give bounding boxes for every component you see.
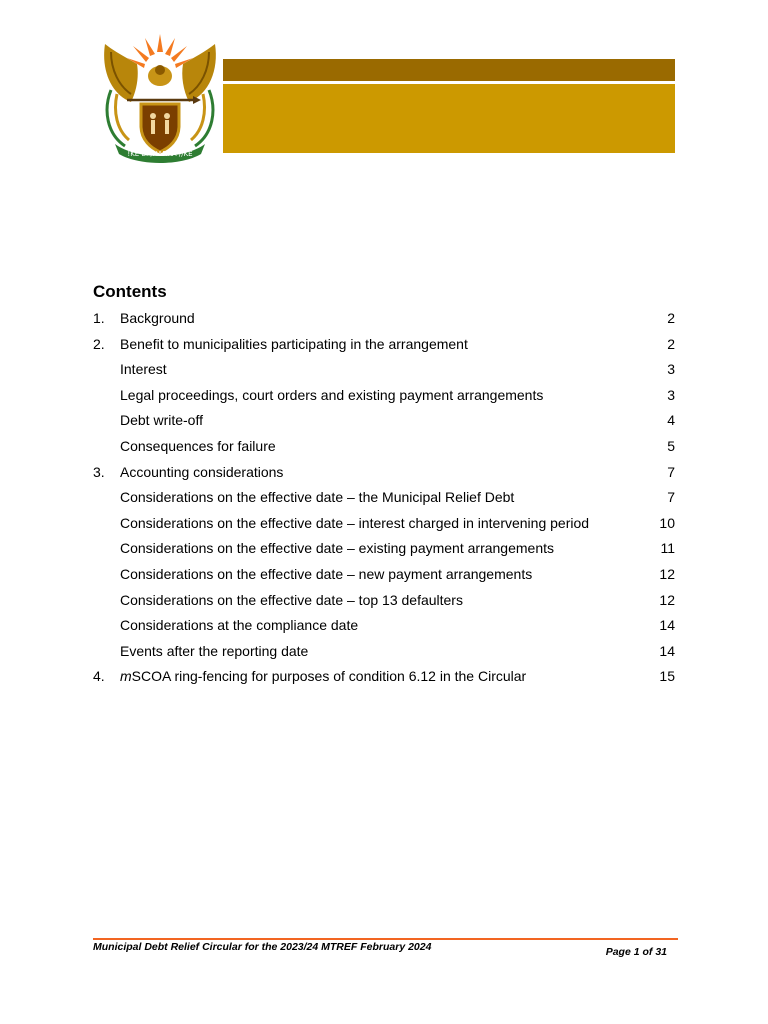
toc-entry-page: 7 xyxy=(667,489,675,506)
toc-entry-page: 7 xyxy=(667,463,675,480)
toc-entry[interactable] xyxy=(93,511,675,537)
toc-entry-number: 4. xyxy=(93,668,105,685)
toc-entry-page: 14 xyxy=(659,642,675,659)
toc-entry-title-text: SCOA ring-fencing for purposes of condition 6.12 in the Circular xyxy=(131,668,527,685)
toc-entry[interactable] xyxy=(93,434,675,460)
toc-entry-page: 11 xyxy=(660,540,675,557)
toc-entry-title: Benefit to municipalities participating in the arrangement xyxy=(120,335,468,352)
header-band-divider xyxy=(223,81,675,83)
toc-entry-title: Considerations on the effective date – interest charged in intervening period xyxy=(120,514,590,531)
toc-entry-page: 3 xyxy=(667,386,675,403)
coat-of-arms-icon xyxy=(97,30,223,164)
table-of-contents xyxy=(93,306,675,690)
toc-entry-title: Debt write-off xyxy=(120,412,203,429)
toc-entry[interactable] xyxy=(93,460,675,486)
toc-entry-number: 2. xyxy=(93,335,105,352)
toc-entry-page: 2 xyxy=(667,335,675,352)
toc-entry-title: Consequences for failure xyxy=(120,437,276,454)
toc-entry-page: 10 xyxy=(659,514,675,531)
toc-entry[interactable] xyxy=(93,664,675,690)
contents-heading: Contents xyxy=(93,282,167,301)
header-band-main xyxy=(223,84,675,153)
toc-entry-title: Interest xyxy=(120,361,167,378)
footer-rule xyxy=(93,938,678,940)
toc-entry-page: 3 xyxy=(667,361,675,378)
toc-entry-title: Legal proceedings, court orders and existing payment arrangements xyxy=(120,386,544,403)
toc-entry-number: 1. xyxy=(93,310,105,326)
toc-entry[interactable] xyxy=(93,562,675,588)
toc-entry-title: Considerations on the effective date – the Municipal Relief Debt xyxy=(120,489,515,506)
toc-entry[interactable] xyxy=(93,408,675,434)
toc-entry-page: 4 xyxy=(667,412,675,429)
toc-entry-page: 5 xyxy=(667,437,675,454)
toc-entry-title: Considerations at the compliance date xyxy=(120,617,359,634)
toc-entry-page: 14 xyxy=(659,617,675,634)
toc-entry[interactable] xyxy=(93,536,675,562)
toc-entry[interactable] xyxy=(93,357,675,383)
toc-entry[interactable] xyxy=(93,639,675,665)
toc-entry[interactable] xyxy=(93,383,675,409)
motto-banner: !KE E: /XARRA //KE xyxy=(127,150,193,158)
header-band-top xyxy=(223,59,675,81)
toc-entry-title: Background xyxy=(120,310,195,326)
toc-entry[interactable] xyxy=(93,306,675,332)
toc-entry-title: Accounting considerations xyxy=(120,463,284,480)
toc-entry-title: Considerations on the effective date – new payment arrangements xyxy=(120,565,533,582)
toc-entry[interactable] xyxy=(93,588,675,614)
toc-entry[interactable] xyxy=(93,485,675,511)
toc-entry-title: Considerations on the effective date – existing payment arrangements xyxy=(120,540,554,557)
toc-entry-page: 2 xyxy=(667,310,675,326)
toc-entry-number: 3. xyxy=(93,463,105,480)
toc-entry[interactable] xyxy=(93,332,675,358)
toc-entry-page: 12 xyxy=(659,565,675,582)
toc-entry-title-prefix: m xyxy=(120,668,132,685)
toc-entry-title: Considerations on the effective date – top 13 defaulters xyxy=(120,591,463,608)
toc-entry-title: Events after the reporting date xyxy=(120,642,309,659)
toc-entry[interactable] xyxy=(93,613,675,639)
toc-entry-page: 12 xyxy=(659,591,675,608)
toc-entry-page: 15 xyxy=(659,668,675,685)
toc-entry-title xyxy=(120,664,526,690)
footer-page-number: Page 1 of 31 xyxy=(605,946,667,958)
footer-document-title: Municipal Debt Relief Circular for the 2023/24 MTREF February 2024 xyxy=(93,941,432,953)
